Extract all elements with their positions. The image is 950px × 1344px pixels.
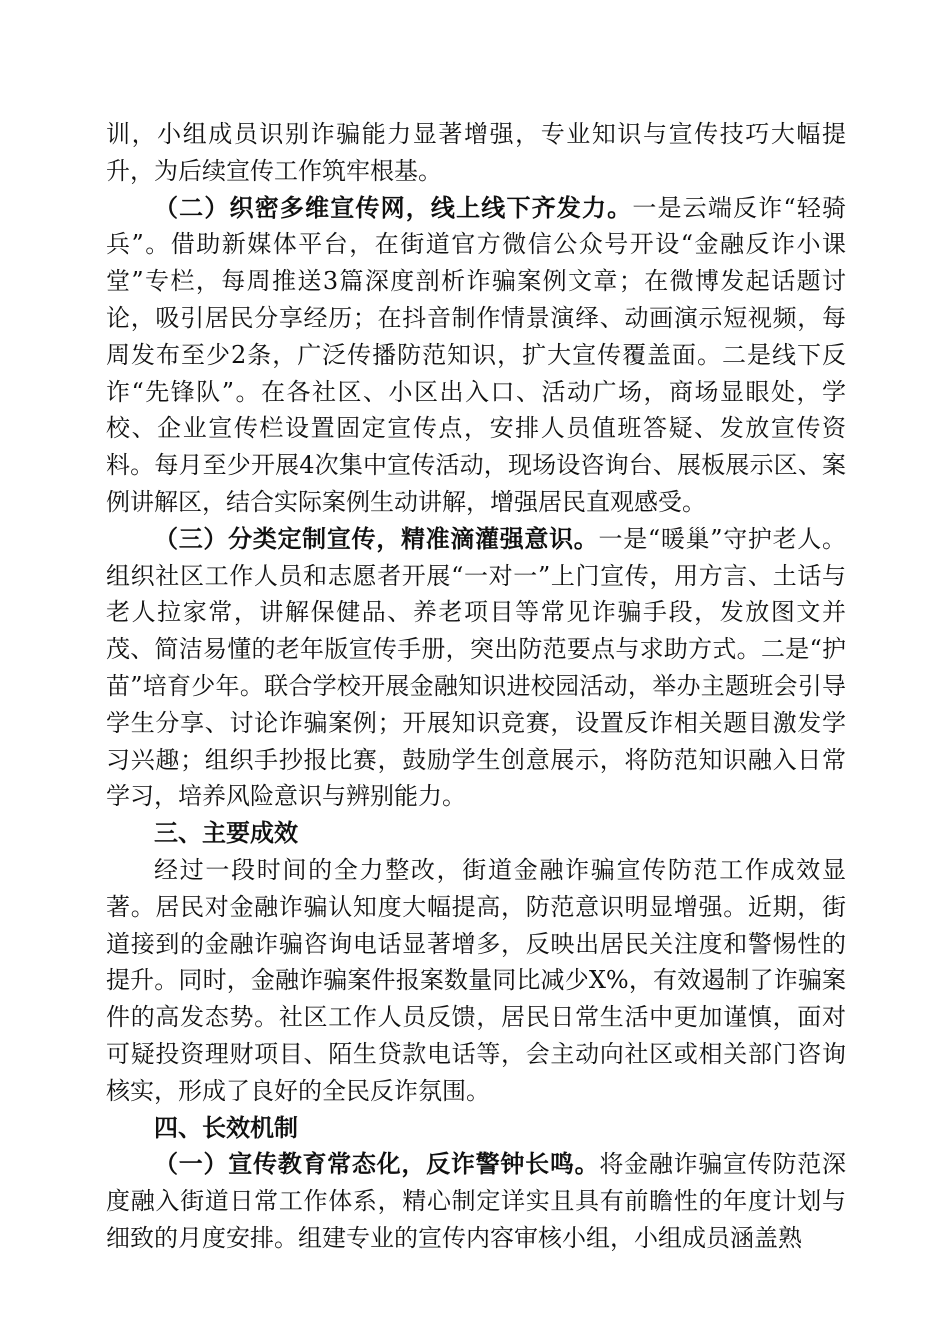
paragraph-propaganda-network [106, 190, 846, 521]
paragraph-continuation [106, 116, 846, 190]
section-heading-long-term [106, 1110, 846, 1147]
document-body [106, 116, 846, 1257]
paragraph-text: 一是“暖巢”守护老人。组织社区工作人员和志愿者开展“一对一”上门宣传，用方言、土话与老人拉家常，讲解保健品、养老项目等常见诈骗手段，发放图文并茂、简洁易懂的老年版宣传手册，突出防范要点与求助方式。二是“护苗”培育少年。联合学校开展金融知识进校园活动，举办主题班会引导学生分享、讨论诈骗案例；开展知识竞赛，设置反诈相关题目激发学习兴趣；组织手抄报比赛，鼓励学生创意展示，将防范知识融入日常学习，培养风险意识与辨别能力。 [106, 524, 847, 811]
paragraph-targeted-propaganda [106, 521, 846, 815]
section-title: 四、长效机制 [154, 1112, 298, 1142]
paragraph-heading: （三）分类定制宣传，精准滴灌强意识。 [154, 523, 599, 553]
paragraph-text: 训，小组成员识别诈骗能力显著增强，专业知识与宣传技巧大幅提升，为后续宣传工作筑牢根基。 [106, 120, 846, 185]
paragraph-text: 将金融诈骗宣传防范深度融入街道日常工作体系，精心制定详实且具有前瞻性的年度计划与细致的月度安排。组建专业的宣传内容审核小组，小组成员涵盖熟 [106, 1150, 847, 1252]
section-heading-results [106, 815, 846, 852]
paragraph-heading: （一）宣传教育常态化，反诈警钟长鸣。 [154, 1149, 600, 1179]
paragraph-text: 经过一段时间的全力整改，街道金融诈骗宣传防范工作成效显著。居民对金融诈骗认知度大幅提高，防范意识明显增强。近期，街道接到的金融诈骗咨询电话显著增多，反映出居民关注度和警惕性的提升。同时，金融诈骗案件报案数量同比减少X%，有效遏制了诈骗案件的高发态势。社区工作人员反馈，居民日常生活中更加谨慎，面对可疑投资理财项目、陌生贷款电话等，会主动向社区或相关部门咨询核实，形成了良好的全民反诈氛围。 [106, 855, 846, 1105]
paragraph-normalized-education [106, 1146, 846, 1256]
paragraph-heading: （二）织密多维宣传网，线上线下齐发力。 [154, 192, 633, 222]
paragraph-results [106, 852, 846, 1110]
paragraph-text: 一是云端反诈“轻骑兵”。借助新媒体平台，在街道官方微信公众号开设“金融反诈小课堂”专栏，每周推送3篇深度剖析诈骗案例文章；在微博发起话题讨论，吸引居民分享经历；在抖音制作情景演绎、动画演示短视频，每周发布至少2条，广泛传播防范知识，扩大宣传覆盖面。二是线下反诈“先锋队”。在各社区、小区出入口、活动广场，商场显眼处，学校、企业宣传栏设置固定宣传点，安排人员值班答疑、发放宣传资料。每月至少开展4次集中宣传活动，现场设咨询台、展板展示区、案例讲解区，结合实际案例生动讲解，增强居民直观感受。 [106, 193, 846, 516]
section-title: 三、主要成效 [154, 818, 298, 848]
